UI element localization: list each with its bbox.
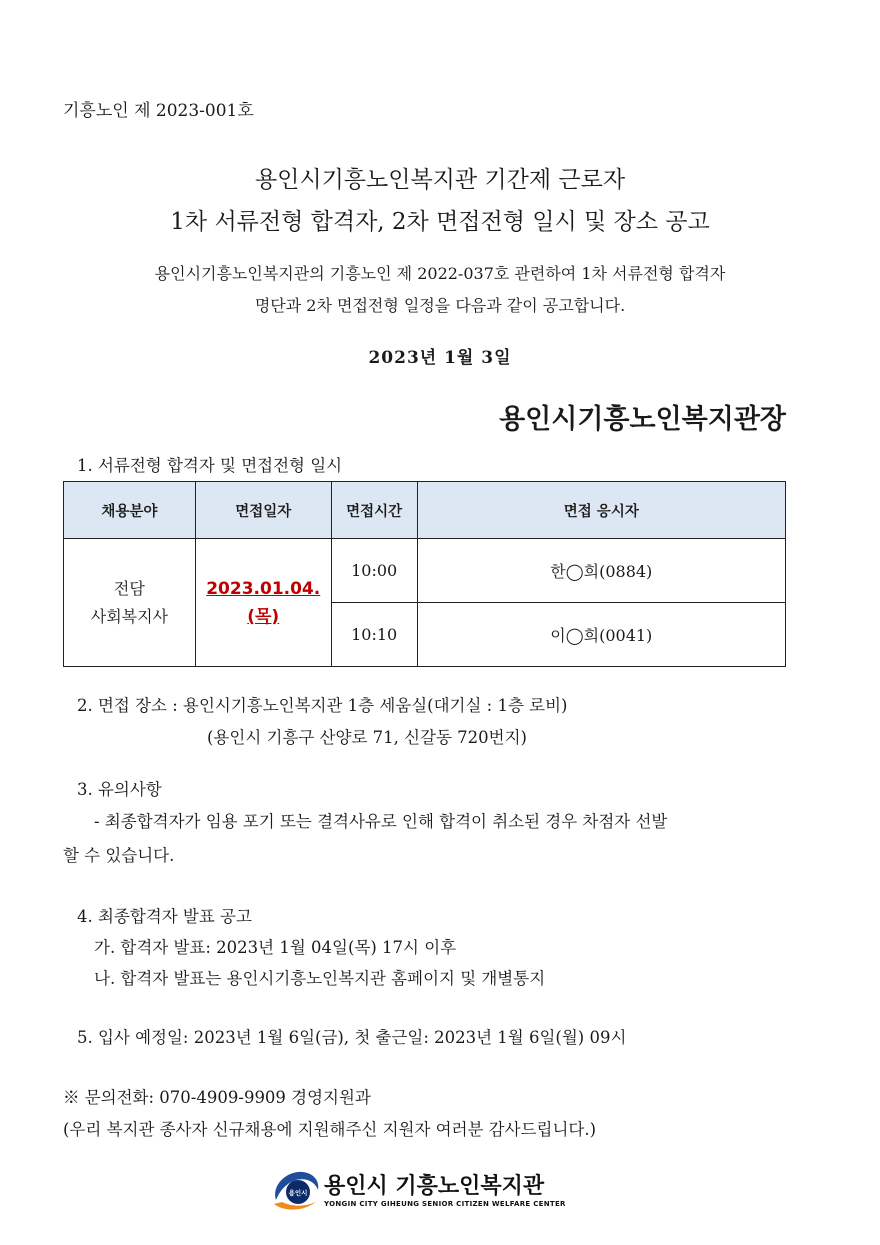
- header-applicant: 면접 응시자: [417, 482, 785, 539]
- applicant-cell: 한◯희(0884): [417, 539, 785, 603]
- section-2-line-2: (용인시 기흥구 산양로 71, 신갈동 720번지): [207, 728, 527, 747]
- issuer-name: 용인시기흥노인복지관장: [499, 404, 786, 435]
- applicant-cell: 이◯희(0041): [417, 603, 785, 667]
- section-2-line-1: 2. 면접 장소 : 용인시기흥노인복지관 1층 세움실(대기실 : 1층 로비): [77, 696, 568, 715]
- section-1-heading: 1. 서류전형 합격자 및 면접전형 일시: [77, 456, 343, 475]
- header-date: 면접일자: [195, 482, 331, 539]
- title-line-1: 용인시기흥노인복지관 기간제 근로자: [254, 167, 626, 193]
- section-4-item-b: 나. 합격자 발표는 용인시기흥노인복지관 홈페이지 및 개별통지: [94, 969, 546, 988]
- announcement-date: 2023년 1월 3일: [368, 348, 512, 368]
- field-cell: [64, 539, 196, 667]
- logo-name: 용인시 기흥노인복지관: [324, 1174, 545, 1199]
- intro-line-1: 용인시기흥노인복지관의 기흥노인 제 2022-037호 관련하여 1차 서류전형 합격자: [154, 264, 726, 283]
- title-line-2: 1차 서류전형 합격자, 2차 면접전형 일시 및 장소 공고: [170, 209, 710, 235]
- header-time: 면접시간: [331, 482, 417, 539]
- time-cell: 10:10: [331, 603, 417, 667]
- logo-subtitle: YONGIN CITY GIHEUNG SENIOR CITIZEN WELFARE CENTER: [324, 1200, 566, 1208]
- table-header-row: [64, 482, 786, 539]
- intro-line-2: 명단과 2차 면접전형 일정을 다음과 같이 공고합니다.: [254, 296, 626, 315]
- section-4-heading: 4. 최종합격자 발표 공고: [77, 907, 252, 926]
- section-3-line-2: 할 수 있습니다.: [63, 846, 175, 865]
- interview-date-line-2: (목): [247, 606, 280, 627]
- time-cell: 10:00: [331, 539, 417, 603]
- document-number: 기흥노인 제 2023-001호: [63, 101, 254, 121]
- interview-schedule-table: [63, 481, 786, 667]
- table-row: [64, 539, 786, 603]
- interview-date-line-1: 2023.01.04.: [206, 578, 321, 599]
- field-line-1: 전담: [113, 578, 145, 598]
- section-4-item-a: 가. 합격자 발표: 2023년 1월 04일(목) 17시 이후: [94, 938, 457, 957]
- header-field: 채용분야: [64, 482, 196, 539]
- contact-info: ※ 문의전화: 070-4909-9909 경영지원과: [63, 1088, 371, 1107]
- logo-emblem-text: 용인시: [288, 1189, 308, 1197]
- field-line-2: 사회복지사: [90, 606, 169, 626]
- section-3-heading: 3. 유의사항: [77, 780, 162, 799]
- logo-emblem-icon: [268, 1166, 324, 1216]
- section-5: 5. 입사 예정일: 2023년 1월 6일(금), 첫 출근일: 2023년 1월 6일(월) 09시: [77, 1028, 627, 1047]
- section-3-line-1: - 최종합격자가 임용 포기 또는 결격사유로 인해 합격이 취소된 경우 차점자 선발: [94, 812, 668, 831]
- thanks-note: (우리 복지관 종사자 신규채용에 지원해주신 지원자 여러분 감사드립니다.): [63, 1120, 597, 1139]
- interview-date-cell: [195, 539, 331, 667]
